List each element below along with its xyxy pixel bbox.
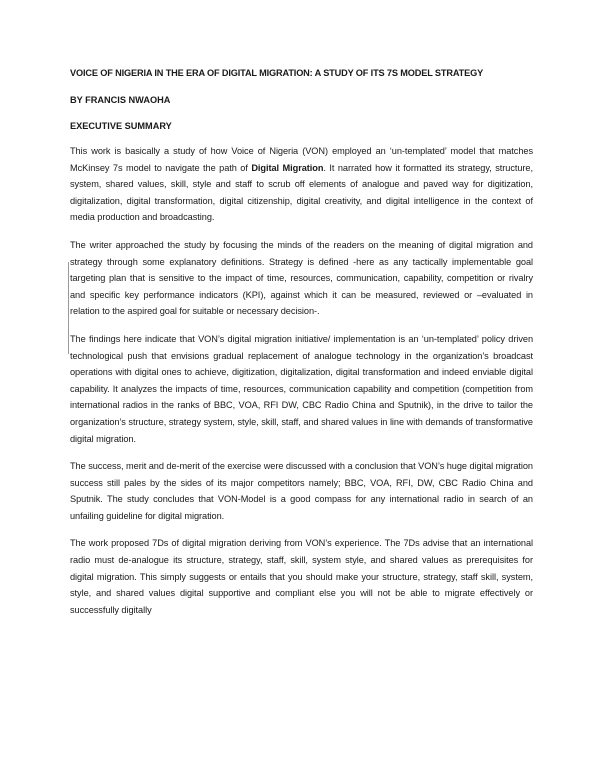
paragraph-3: The findings here indicate that VON’s digital migration initiative/ implementation is an ‘un-templated’ policy driven technological push that envisions gradual replacement of analogue technology in the organization’s broadcast operations with digital ones to achieve, digitization, digitalization, digital transformation and indeed enviable digital capability. It analyzes the impacts of time, resources, communication capability and competition (competition from international radios in the ranks of BBC, VOA, RFI DW, CBC Radio China and Sputnik), in the drive to tailor the organization’s structure, strategy system, style, skill, staff, and shared values in line with demands of transformative digital migration. <box>70 333 533 444</box>
paragraph-5: The work proposed 7Ds of digital migration deriving from VON’s experience. The 7Ds advise that an international radio must de-analogue its structure, strategy, staff, skill, system style, and shared values as prerequisites for digital migration. This simply suggests or entails that you should make your structure, strategy, staff skill, system, style, and shared values digital supportive and compliant else you will not be able to migrate effectively or successfully digitally <box>70 538 533 615</box>
document-body <box>70 68 533 629</box>
document-author: BY FRANCIS NWAOHA <box>70 95 171 105</box>
document-title: VOICE OF NIGERIA IN THE ERA OF DIGITAL MIGRATION: A STUDY OF ITS 7S MODEL STRATEGY <box>70 68 484 78</box>
section-heading: EXECUTIVE SUMMARY <box>70 121 172 131</box>
paragraph-1 <box>70 143 533 226</box>
paragraph-1-before: This work is basically a study of how Voice of Nigeria (VON) employed an ‘un-templated’ model that matches McKinsey 7s model to navigate the path of <box>70 146 533 173</box>
paragraph-1-bold: Digital Migration <box>251 162 324 173</box>
paragraph-2: The writer approached the study by focusing the minds of the readers on the meaning of digital migration and strategy through some explanatory definitions. Strategy is defined -here as any tactically implementable goal targeting plan that is sensitive to the impact of time, resources, communication, capability, competition or rivalry and specific key performance indicators (KPI), against which it can be measured, reviewed or –evaluated in relation to the aspired goal for suitable or necessary decision-. <box>70 239 533 317</box>
margin-mark <box>68 262 69 354</box>
paragraph-4: The success, merit and de-merit of the exercise were discussed with a conclusion that VON’s huge digital migration success still pales by the sides of its major competitors namely; BBC, VOA, RFI, DW, CBC Radio China and Sputnik. The study concludes that VON-Model is a good compass for any international radio in search of an unfailing guideline for digital migration. <box>70 461 533 521</box>
paragraph-1-after: . It narrated how it formatted its strategy, structure, system, shared values, skill, style and staff to scrub off elements of analogue and paved way for digitization, digitalization, digital transformation, digital citizenship, digital creativity, and digital intelligence in the context of media production and broadcasting. <box>70 162 533 223</box>
